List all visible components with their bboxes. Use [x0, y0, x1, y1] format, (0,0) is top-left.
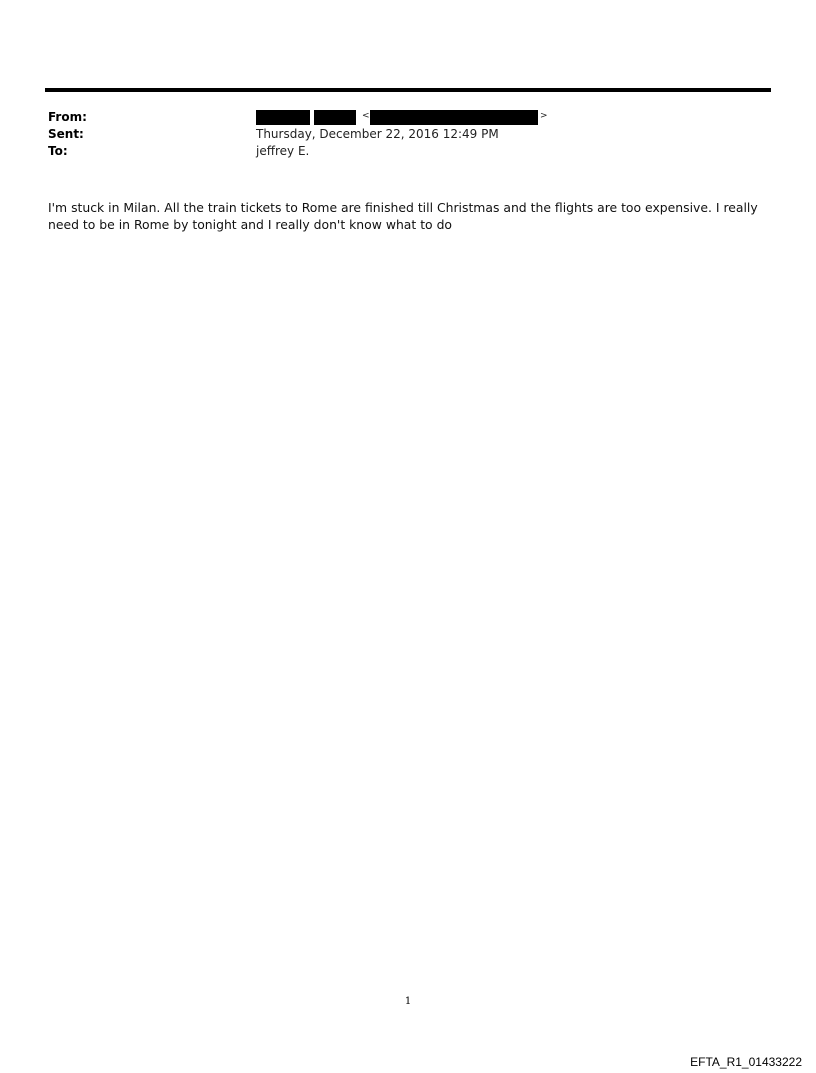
from-label: From: — [48, 110, 87, 124]
redaction-block-2 — [314, 110, 356, 125]
page-number: 1 — [404, 996, 412, 1007]
from-open-bracket: < — [362, 111, 370, 121]
document-id: EFTA_R1_01433222 — [690, 1055, 802, 1069]
to-value: jeffrey E. — [256, 144, 310, 158]
sent-label: Sent: — [48, 127, 84, 141]
from-close-bracket: > — [540, 111, 548, 121]
redaction-block-3 — [370, 110, 538, 125]
header-rule — [45, 88, 771, 92]
redaction-block-1 — [256, 110, 310, 125]
to-label: To: — [48, 144, 68, 158]
email-body: I'm stuck in Milan. All the train tickets to Rome are finished till Christmas and the flights are too expensive. I really need to be in Rome by tonight and I really don't know what to do — [48, 200, 758, 232]
sent-value: Thursday, December 22, 2016 12:49 PM — [256, 127, 499, 141]
